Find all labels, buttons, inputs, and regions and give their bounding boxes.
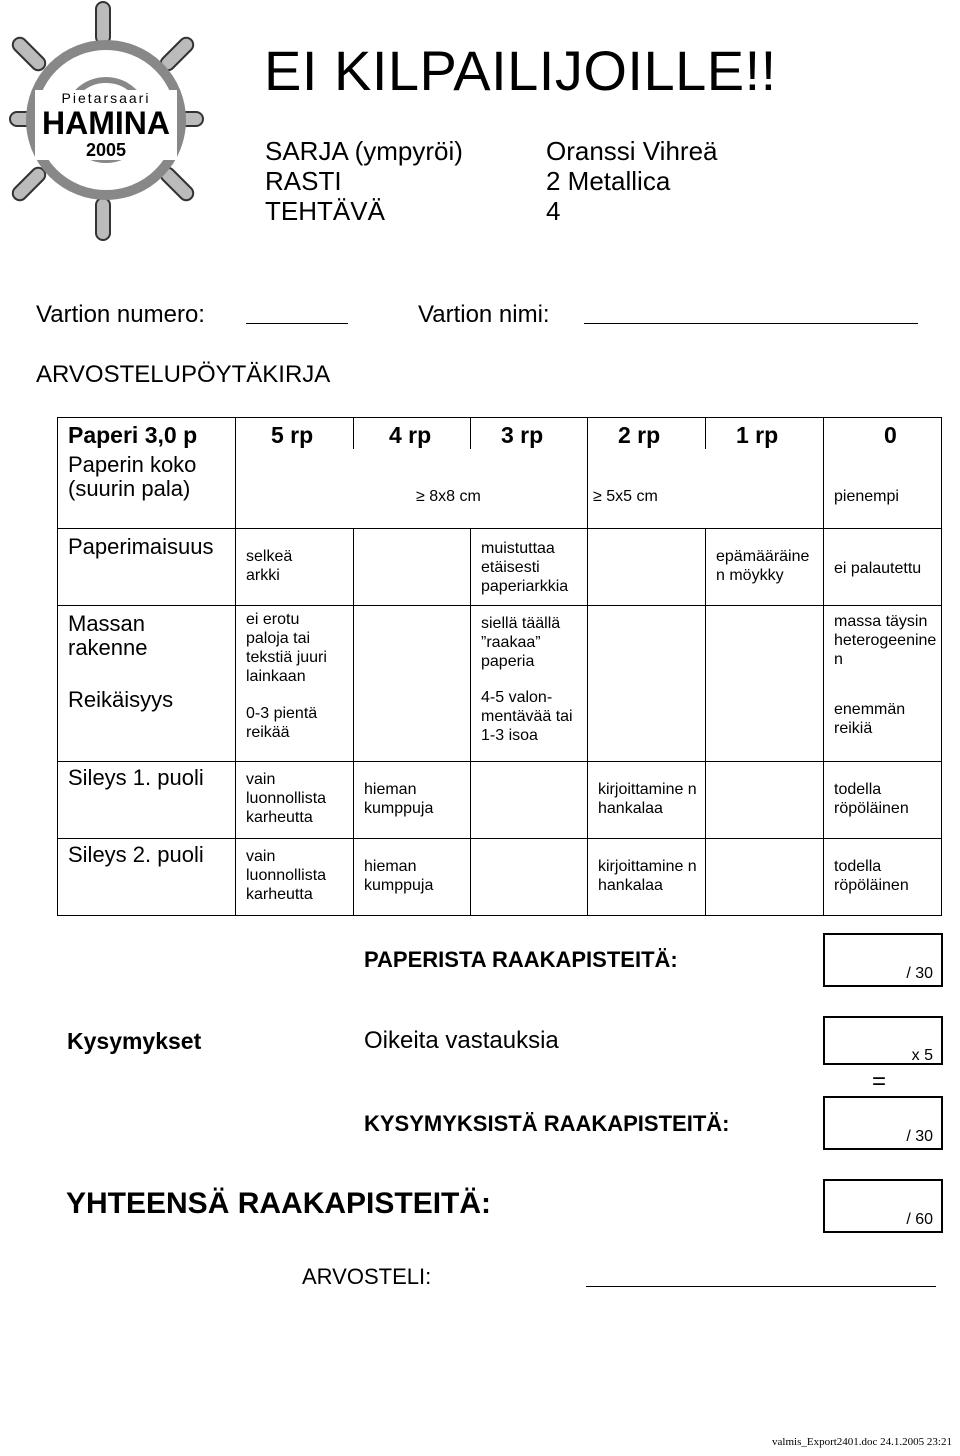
sileys2-5rp: vain luonnollista karheutta [246,847,327,903]
header-2rp: 2 rp [588,418,706,450]
row-label-paperimaisuus: Paperimaisuus [68,533,214,559]
footer-filename: valmis_Export2401.doc 24.1.2005 23:21 [772,1436,952,1448]
reikaisyys-0: enemmän reikiä [834,700,906,737]
row-label-massa: Massan rakenne [68,610,148,660]
sileys1-3rp [471,761,588,838]
paperimaisuus-0: ei palautettu [834,559,922,577]
protocol-title: ARVOSTELUPÖYTÄKIRJA [36,361,331,388]
size-3rp: ≥ 5x5 cm [593,488,658,505]
paperimaisuus-2rp [588,528,706,605]
paperimaisuus-1rp: epämääräine n möykky [716,547,810,584]
reikaisyys-5rp: 0-3 pientä reikää [246,704,318,741]
header-3rp: 3 rp [471,418,588,450]
checkpoint-value: 2 Metallica [546,166,671,196]
paper-raw-max: / 30 [906,965,933,982]
sileys2-4rp: hieman kumppuja [364,857,434,894]
sileys1-5rp: vain luonnollista karheutta [246,770,327,826]
correct-answers-box[interactable] [823,1016,943,1065]
multiplier: x 5 [911,1047,933,1064]
series-value: Oranssi Vihreä [546,136,718,166]
row-label-size: Paperin koko (suurin pala) [68,452,197,502]
logo-name: HAMINA [42,105,170,141]
equals-sign: = [872,1068,887,1095]
team-number-label: Vartion numero: [36,301,205,328]
questions-label: Kysymykset [67,1028,202,1054]
paper-raw-box[interactable] [823,933,943,987]
paperimaisuus-4rp [354,528,471,605]
sileys2-2rp: kirjoittamine n hankalaa [598,857,697,894]
massa-1rp [706,605,824,761]
team-name-field[interactable] [584,323,918,324]
checkpoint-label: RASTI [265,166,342,196]
task-label: TEHTÄVÄ [265,196,385,226]
massa-3rp: siellä täällä ”raakaa” paperia [481,614,561,670]
sileys1-4rp: hieman kumppuja [364,780,434,817]
sileys1-2rp: kirjoittamine n hankalaa [598,780,697,817]
team-number-field[interactable] [246,323,348,324]
row-label-reikaisyys: Reikäisyys [68,686,174,712]
table-row-sileys1 [58,761,942,838]
size-0: pienempi [834,488,899,505]
page-title: EI KILPAILIJOILLE!! [264,39,777,102]
sileys2-3rp [471,838,588,915]
sileys1-0: todella röpöläinen [834,780,909,817]
massa-5rp: ei erotu paloja tai tekstiä juuri lainkaan [246,610,327,686]
table-header-row [58,418,942,450]
evaluation-table [57,417,942,916]
grader-field[interactable] [586,1286,936,1287]
header-0: 0 [824,418,942,450]
paperimaisuus-3rp: muistuttaa etäisesti paperiarkkia [481,539,569,595]
sileys2-0: todella röpöläinen [834,857,909,894]
questions-raw-max: / 30 [906,1128,933,1145]
total-raw-box[interactable] [823,1179,943,1233]
massa-4rp [354,605,471,761]
logo-year: 2005 [85,140,127,160]
series-label: SARJA (ympyröi) [265,136,463,166]
table-row-massa-reikaisyys [58,605,942,761]
paper-raw-label: PAPERISTA RAAKAPISTEITÄ: [364,947,678,972]
table-row-size [58,449,942,528]
sileys1-1rp [706,761,824,838]
task-value: 4 [546,196,561,226]
grader-label: ARVOSTELI: [302,1264,432,1289]
logo-top-text: Pietarsaari [61,90,151,106]
row-label-sileys2: Sileys 2. puoli [68,841,204,867]
questions-raw-box[interactable] [823,1096,943,1150]
table-row-sileys2 [58,838,942,915]
header-5rp: 5 rp [236,418,354,450]
sileys2-1rp [706,838,824,915]
massa-2rp [588,605,706,761]
reikaisyys-3rp: 4-5 valon-mentävää tai 1-3 isoa [481,688,573,744]
massa-0: massa täysin heterogeeninen [834,612,937,668]
table-row-paperimaisuus [58,528,942,605]
header-paper: Paperi 3,0 p [58,418,236,450]
paperimaisuus-5rp: selkeä arkki [246,547,293,584]
hamina-logo [0,0,215,245]
size-5rp: ≥ 8x8 cm [416,488,481,505]
total-raw-label: YHTEENSÄ RAAKAPISTEITÄ: [66,1187,492,1220]
header-4rp: 4 rp [354,418,471,450]
header-1rp: 1 rp [706,418,824,450]
row-label-sileys1: Sileys 1. puoli [68,764,204,790]
total-raw-max: / 60 [906,1211,933,1228]
correct-answers-label: Oikeita vastauksia [364,1027,559,1054]
questions-raw-label: KYSYMYKSISTÄ RAAKAPISTEITÄ: [364,1111,730,1136]
team-name-label: Vartion nimi: [418,301,550,328]
